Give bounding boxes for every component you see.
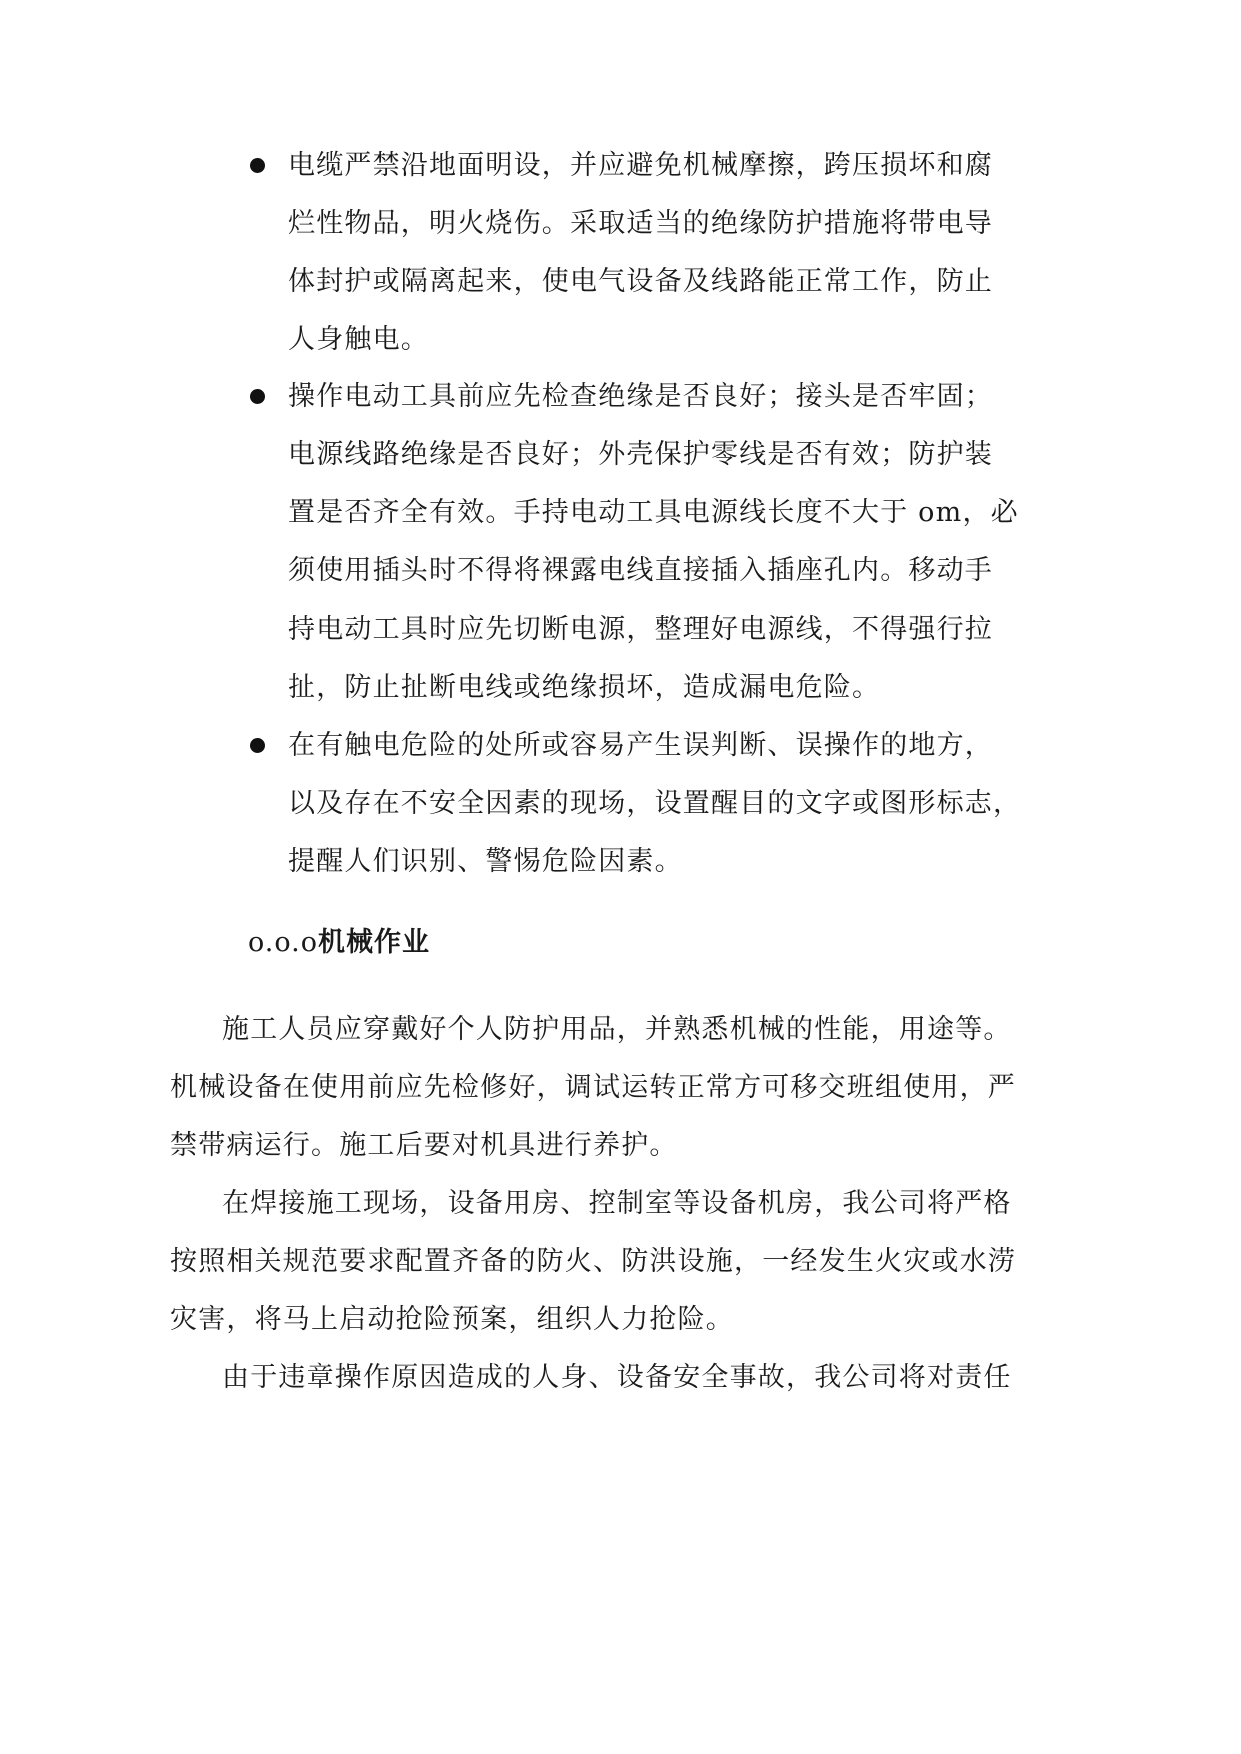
bullet-2-line-6: 扯，防止扯断电线或绝缘损坏，造成漏电危险。 — [288, 672, 881, 703]
paragraph-1-line-3: 禁带病运行。施工后要对机具进行养护。 — [170, 1130, 678, 1161]
paragraph-1-line-1: 施工人员应穿戴好个人防护用品，并熟悉机械的性能，用途等。 — [222, 1014, 1012, 1045]
section-number: o.o.o — [248, 927, 318, 958]
bullet-2-line-2: 电源线路绝缘是否良好；外壳保护零线是否有效；防护装 — [288, 439, 993, 470]
bullet-dot — [250, 389, 265, 404]
bullet-2-line-5: 持电动工具时应先切断电源，整理好电源线，不得强行拉 — [288, 614, 993, 645]
bullet-3-line-2: 以及存在不安全因素的现场，设置醒目的文字或图形标志， — [288, 788, 1022, 819]
bullet-2-line-3: 置是否齐全有效。手持电动工具电源线长度不大于 om，必 — [288, 497, 1019, 528]
bullet-dot — [250, 158, 265, 173]
bullet-1-line-2: 烂性物品，明火烧伤。采取适当的绝缘防护措施将带电导 — [288, 208, 993, 239]
bullet-2-line-1: 操作电动工具前应先检查绝缘是否良好；接头是否牢固； — [288, 381, 993, 412]
bullet-1-line-3: 体封护或隔离起来，使电气设备及线路能正常工作，防止 — [288, 266, 993, 297]
paragraph-2-line-2: 按照相关规范要求配置齐备的防火、防洪设施，一经发生火灾或水涝 — [170, 1246, 1016, 1277]
paragraph-2-line-3: 灾害，将马上启动抢险预案，组织人力抢险。 — [170, 1304, 734, 1335]
section-heading — [248, 926, 430, 960]
bullet-dot — [250, 738, 265, 753]
bullet-2-line-4: 须使用插头时不得将裸露电线直接插入插座孔内。移动手 — [288, 555, 993, 586]
bullet-1-line-1: 电缆严禁沿地面明设，并应避免机械摩擦，跨压损坏和腐 — [288, 150, 993, 181]
paragraph-2-line-1: 在焊接施工现场，设备用房、控制室等设备机房，我公司将严格 — [222, 1188, 1012, 1219]
bullet-3-line-3: 提醒人们识别、警惕危险因素。 — [288, 846, 683, 877]
section-title: 机械作业 — [317, 927, 430, 958]
paragraph-3-line-1: 由于违章操作原因造成的人身、设备安全事故，我公司将对责任 — [222, 1362, 1012, 1393]
bullet-3-line-1: 在有触电危险的处所或容易产生误判断、误操作的地方， — [288, 730, 993, 761]
paragraph-1-line-2: 机械设备在使用前应先检修好，调试运转正常方可移交班组使用，严 — [170, 1072, 1016, 1103]
bullet-1-line-4: 人身触电。 — [288, 324, 429, 355]
